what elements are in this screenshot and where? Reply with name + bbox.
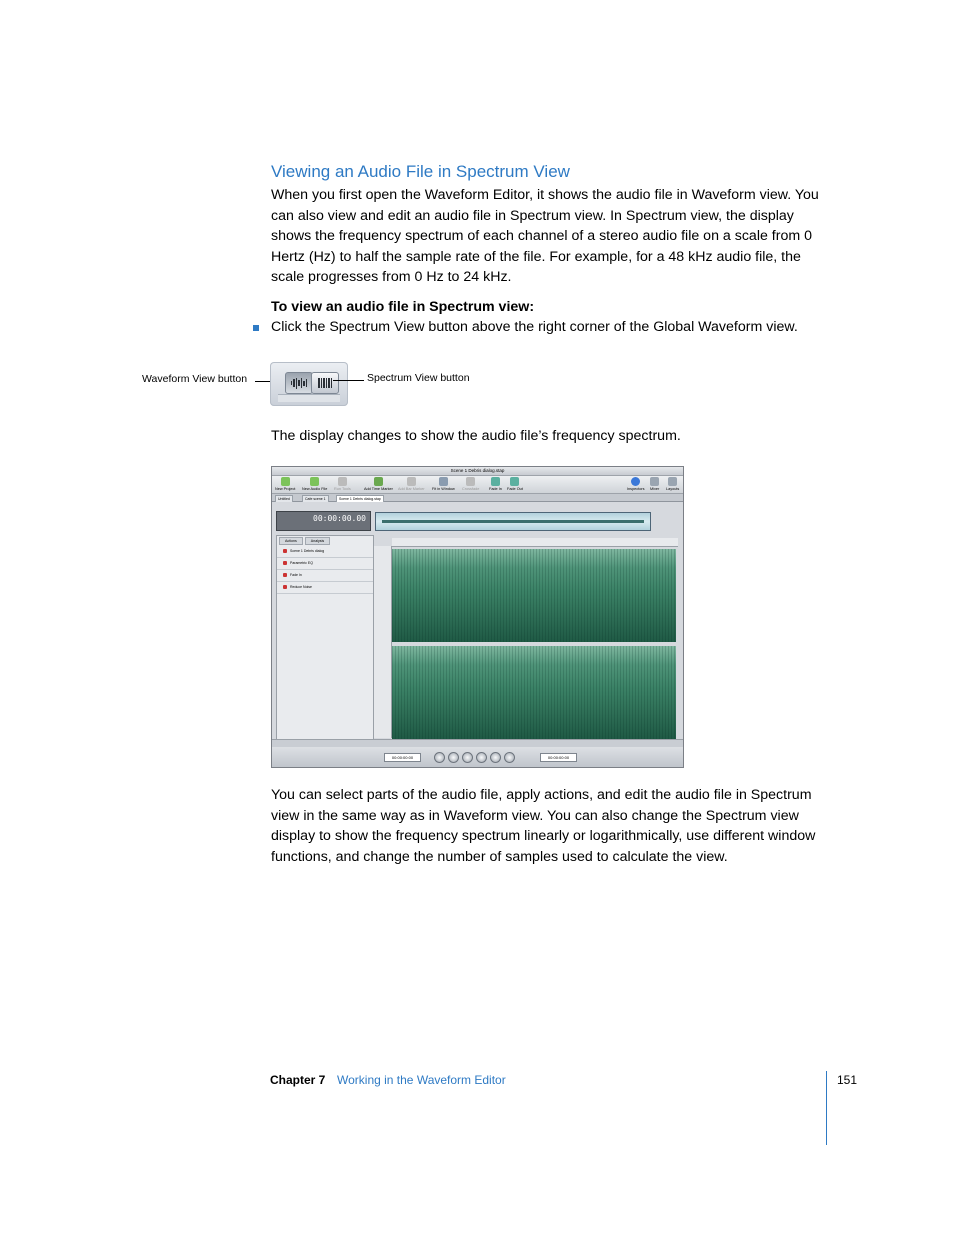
layouts-icon <box>668 477 677 486</box>
section-heading: Viewing an Audio File in Spectrum View <box>271 162 570 181</box>
play-selection-button[interactable] <box>476 752 487 763</box>
procedure-step <box>253 319 798 335</box>
procedure-title: To view an audio file in Spectrum view: <box>271 299 535 315</box>
fade-out-icon <box>510 477 519 486</box>
fast-forward-button[interactable] <box>490 752 501 763</box>
spectrum-channel-left[interactable] <box>392 549 676 642</box>
toolbar-add-bar-marker[interactable]: Add Bar Marker <box>398 477 425 491</box>
toolbar-run-tools[interactable]: Run Tools <box>334 477 351 491</box>
action-row[interactable]: Scene 1 Debris dialog <box>277 546 373 558</box>
play-button[interactable] <box>462 752 473 763</box>
action-row[interactable]: Fade In <box>277 570 373 582</box>
info-icon <box>631 477 640 486</box>
footer-chapter-title: Working in the Waveform Editor <box>337 1073 506 1087</box>
toolbar-inspectors[interactable]: Inspectors <box>627 477 645 491</box>
tab-cafe-scene[interactable]: Cafe scene 1 <box>302 495 329 502</box>
fade-in-icon <box>491 477 500 486</box>
new-audio-file-icon <box>310 477 319 486</box>
waveform-editor-screenshot <box>271 466 684 768</box>
timecode-display <box>276 511 371 531</box>
waveform-view-button[interactable] <box>285 372 313 394</box>
bullet-square-icon <box>253 325 259 331</box>
loop-button[interactable] <box>504 752 515 763</box>
document-tabs <box>272 494 683 502</box>
tab-untitled[interactable]: Untitled <box>275 495 293 502</box>
spectrum-view-callout: Spectrum View button <box>367 372 470 384</box>
actions-panel <box>276 535 374 741</box>
after-figure-text: The display changes to show the audio file’s frequency spectrum. <box>271 428 681 444</box>
page-number: 151 <box>837 1073 858 1087</box>
toolbar-add-time-marker[interactable]: Add Time Marker <box>364 477 393 491</box>
mixer-icon <box>650 477 659 486</box>
run-tools-icon <box>338 477 347 486</box>
spectrum-icon <box>318 377 332 389</box>
actions-panel-tabs <box>277 536 373 546</box>
global-waveform-strip <box>278 394 340 402</box>
rewind-button[interactable] <box>434 752 445 763</box>
fit-window-icon <box>439 477 448 486</box>
timeline-ruler[interactable] <box>392 538 678 547</box>
playhead-field[interactable]: 00:00:00:00 <box>384 753 421 762</box>
action-row[interactable]: Reduce Noise <box>277 582 373 594</box>
duration-field[interactable]: 00:00:00:00 <box>540 753 577 762</box>
spectrum-view-button[interactable] <box>311 372 339 394</box>
toolbar-layouts[interactable]: Layouts <box>666 477 679 491</box>
waveform-view-callout: Waveform View button <box>142 373 248 385</box>
intro-paragraph: When you first open the Waveform Editor, it shows the audio file in Waveform view. You can also view and edit an audio file in Spectrum view. In Spectrum view, the display shows the frequency spectrum of each channel of a stereo audio file on a scale from 0 Hertz (Hz) to half the sample rate of the file. For example, for a 48 kHz audio file, the scale progresses from 0 Hz to 24 kHz. <box>271 187 819 285</box>
toolbar-mixer[interactable]: Mixer <box>650 477 659 491</box>
spectrum-channel-right[interactable] <box>392 646 676 739</box>
callout-line-right <box>333 380 364 381</box>
timecode-value: 00:00:00.00 <box>313 514 366 523</box>
tab-scene-debris[interactable]: Scene 1 Debris dialog.stap <box>336 495 384 502</box>
view-buttons-figure <box>270 362 348 406</box>
toolbar-fit-in-window[interactable]: Fit in Window <box>432 477 455 491</box>
toolbar <box>272 476 683 494</box>
time-marker-icon <box>374 477 383 486</box>
footer-divider <box>826 1071 827 1145</box>
crossfade-icon <box>466 477 475 486</box>
frequency-scale <box>374 546 392 738</box>
window-title: Scene 1 Debris dialog.stap <box>272 467 683 476</box>
bar-marker-icon <box>407 477 416 486</box>
action-row[interactable]: Parametric EQ <box>277 558 373 570</box>
tab-analysis[interactable]: Analysis <box>305 537 330 545</box>
step-text: Click the Spectrum View button above the right corner of the Global Waveform view. <box>271 319 798 335</box>
transport-controls <box>272 747 683 767</box>
tab-actions[interactable]: Actions <box>279 537 303 545</box>
toolbar-new-audio-file[interactable]: New Audio File <box>302 477 327 491</box>
stop-button[interactable] <box>448 752 459 763</box>
toolbar-new-project[interactable]: New Project <box>275 477 295 491</box>
toolbar-crossfade[interactable]: Crossfade <box>462 477 479 491</box>
footer-chapter: Chapter 7 <box>270 1073 326 1087</box>
closing-paragraph: You can select parts of the audio file, apply actions, and edit the audio file in Spectrum view in the same way as in Waveform view. You can also change the Spectrum view display to show the frequency spectrum linearly or logarithmically, use different window functions, and change the number of samples used to calculate the view. <box>271 787 816 865</box>
toolbar-fade-out[interactable]: Fade Out <box>507 477 523 491</box>
new-project-icon <box>281 477 290 486</box>
global-waveform-overview[interactable] <box>375 512 651 531</box>
horizontal-scrollbar[interactable] <box>272 739 683 747</box>
overview-waveform <box>382 520 644 523</box>
toolbar-fade-in[interactable]: Fade In <box>489 477 502 491</box>
waveform-icon <box>291 377 308 389</box>
